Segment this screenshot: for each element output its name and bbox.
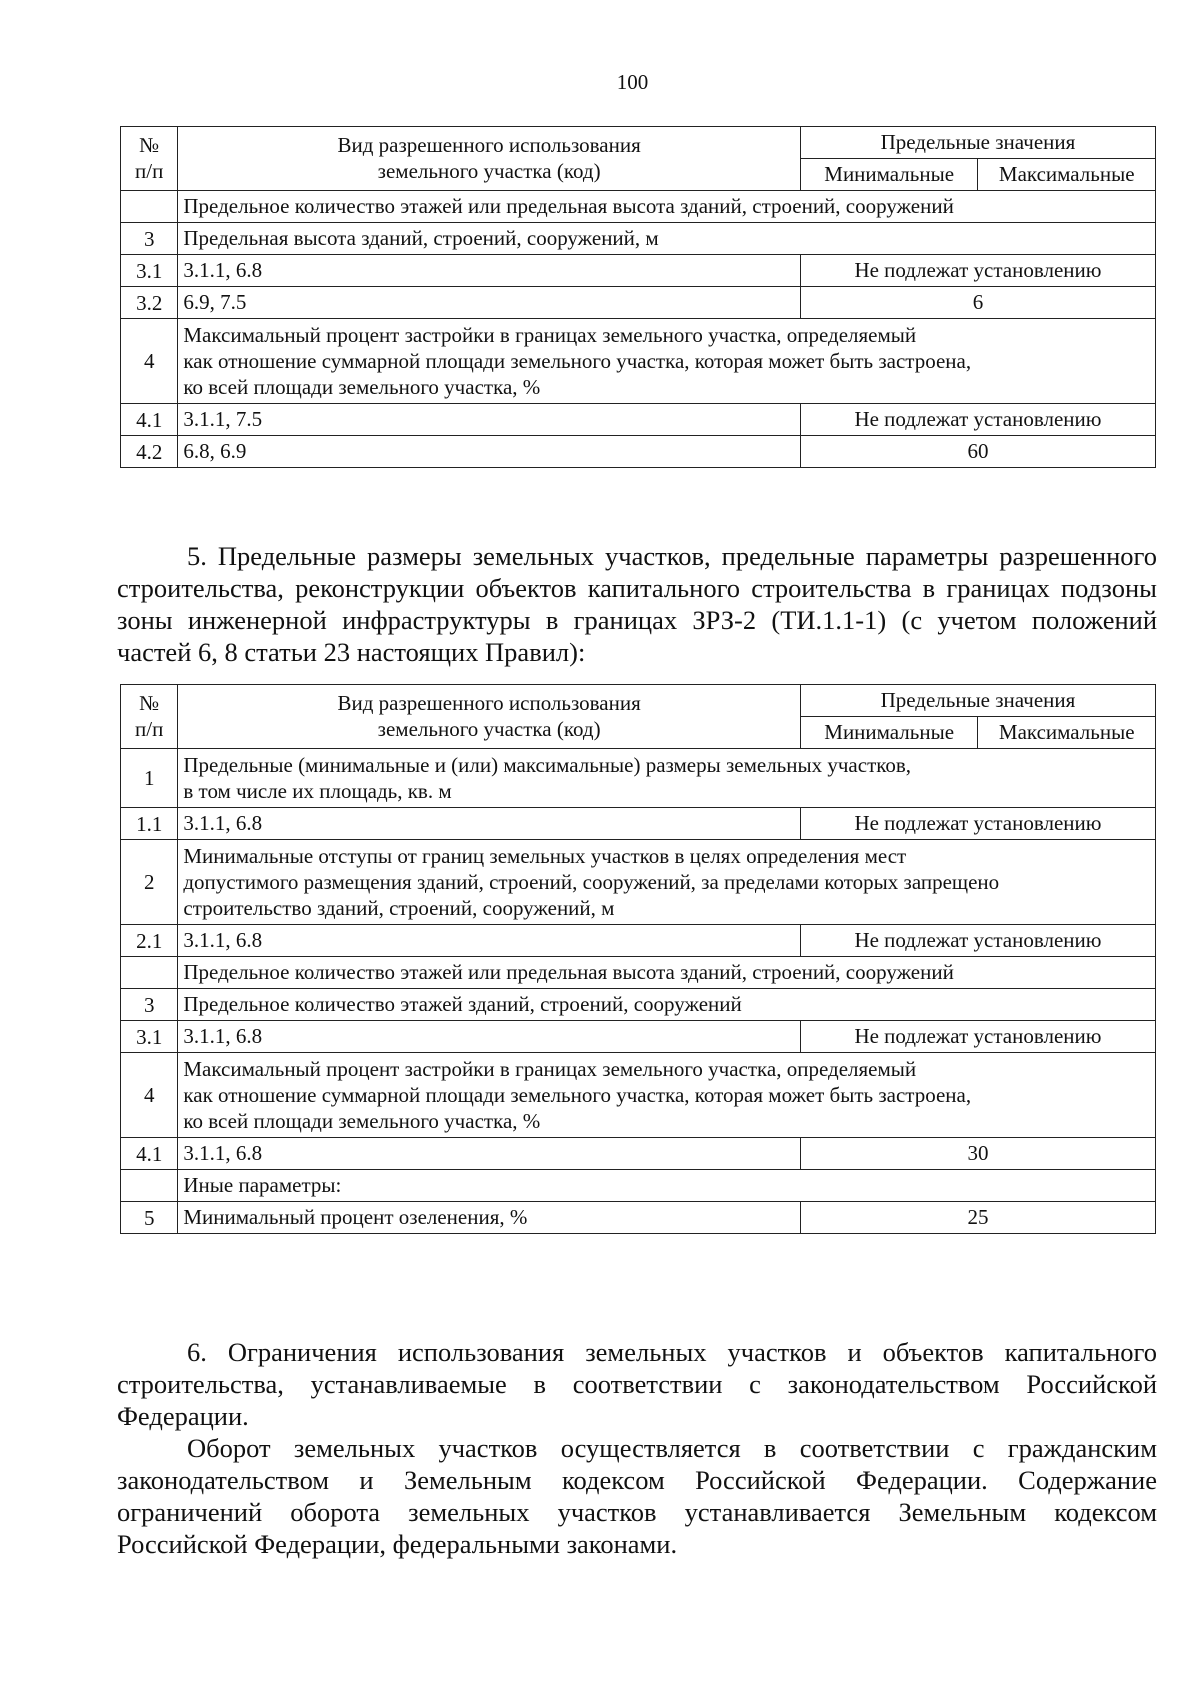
header-minimum: Минимальные [800,159,978,191]
table-row [121,255,1156,287]
table-1-body [121,127,1156,468]
table-header-row [121,127,1156,159]
row-code: 3.1.1, 7.5 [178,404,801,436]
table-row [121,436,1156,468]
table-row [121,1053,1156,1138]
header-minimum: Минимальные [800,717,978,749]
table-row [121,1138,1156,1170]
header-number: № п/п [121,127,178,191]
row-limit-value: 30 [800,1138,1155,1170]
row-section-title: Предельное количество этажей зданий, строений, сооружений [178,989,1156,1021]
table-row [121,404,1156,436]
row-number: 3.2 [121,287,178,319]
row-number: 5 [121,1202,178,1234]
table-row [121,957,1156,989]
table-row [121,319,1156,404]
header-land-use-type: Вид разрешенного использования земельного участка (код) [178,685,801,749]
table-row [121,925,1156,957]
row-number: 4 [121,319,178,404]
row-code: 3.1.1, 6.8 [178,1021,801,1053]
paragraph-6: 6. Ограничения использования земельных участков и объектов капитального строительства, устанавливаемые в соответствии с законодательством Российской Федерации. [117,1337,1157,1431]
row-number: 1.1 [121,808,178,840]
row-code: 6.8, 6.9 [178,436,801,468]
table-2-body [121,685,1156,1234]
table-row [121,1021,1156,1053]
row-number: 2 [121,840,178,925]
row-number: 2.1 [121,925,178,957]
table-header-row [121,685,1156,717]
table-row [121,989,1156,1021]
row-number: 3.1 [121,1021,178,1053]
row-code: 3.1.1, 6.8 [178,255,801,287]
row-section-title: Иные параметры: [178,1170,1156,1202]
paragraph-7: Оборот земельных участков осуществляется в соответствии с гражданским законодательством и Земельным кодексом Российской Федерации. Содержание ограничений оборота земельных участков устанавливается Земельным кодексом Российской Федерации, федеральными законами. [117,1433,1157,1559]
row-section-title: Минимальные отступы от границ земельных участков в целях определения мест допустимого размещения зданий, строений, сооружений, за пределами которых запрещено строительство зданий, строений, сооружений, м [178,840,1156,925]
row-section-title: Предельное количество этажей или предельная высота зданий, строений, сооружений [178,957,1156,989]
row-number: 3 [121,223,178,255]
table-row [121,749,1156,808]
table-row [121,1202,1156,1234]
table-row [121,223,1156,255]
row-number: 4.2 [121,436,178,468]
row-code: 6.9, 7.5 [178,287,801,319]
row-number: 4.1 [121,404,178,436]
row-section-title: Предельное количество этажей или предельная высота зданий, строений, сооружений [178,191,1156,223]
row-code: Минимальный процент озеленения, % [178,1202,801,1234]
header-maximum: Максимальные [978,159,1156,191]
row-number [121,191,178,223]
header-limit-values: Предельные значения [800,127,1155,159]
row-code: 3.1.1, 6.8 [178,1138,801,1170]
row-number [121,1170,178,1202]
row-limit-value: Не подлежат установлению [800,925,1155,957]
table-row [121,1170,1156,1202]
header-maximum: Максимальные [978,717,1156,749]
paragraph-5: 5. Предельные размеры земельных участков, предельные параметры разрешенного строительства, реконструкции объектов капитального строительства в границах подзоны зоны инженерной инфраструктуры в границах ЗРЗ-2 (ТИ.1.1-1) (с учетом положений частей 6, 8 статьи 23 настоящих Правил): [117,541,1157,667]
header-number: № п/п [121,685,178,749]
row-code: 3.1.1, 6.8 [178,925,801,957]
row-limit-value: Не подлежат установлению [800,404,1155,436]
row-number: 3 [121,989,178,1021]
table-row [121,191,1156,223]
row-limit-value: Не подлежат установлению [800,1021,1155,1053]
row-number: 3.1 [121,255,178,287]
table-row [121,287,1156,319]
row-code: 3.1.1, 6.8 [178,808,801,840]
regulation-table-2 [120,684,1156,1234]
row-number: 1 [121,749,178,808]
table-row [121,808,1156,840]
header-land-use-type: Вид разрешенного использования земельного участка (код) [178,127,801,191]
row-limit-value: Не подлежат установлению [800,808,1155,840]
table-row [121,840,1156,925]
row-section-title: Максимальный процент застройки в границах земельного участка, определяемый как отношение суммарной площади земельного участка, которая может быть застроена, ко всей площади земельного участка, % [178,1053,1156,1138]
row-number: 4.1 [121,1138,178,1170]
row-section-title: Предельные (минимальные и (или) максимальные) размеры земельных участков, в том числе их площадь, кв. м [178,749,1156,808]
row-number: 4 [121,1053,178,1138]
row-limit-value: 6 [800,287,1155,319]
row-limit-value: 25 [800,1202,1155,1234]
row-section-title: Максимальный процент застройки в границах земельного участка, определяемый как отношение суммарной площади земельного участка, которая может быть застроена, ко всей площади земельного участка, % [178,319,1156,404]
header-limit-values: Предельные значения [800,685,1155,717]
row-section-title: Предельная высота зданий, строений, сооружений, м [178,223,1156,255]
regulation-table-1 [120,126,1156,468]
row-limit-value: 60 [800,436,1155,468]
page-number: 100 [616,70,649,94]
row-number [121,957,178,989]
row-limit-value: Не подлежат установлению [800,255,1155,287]
